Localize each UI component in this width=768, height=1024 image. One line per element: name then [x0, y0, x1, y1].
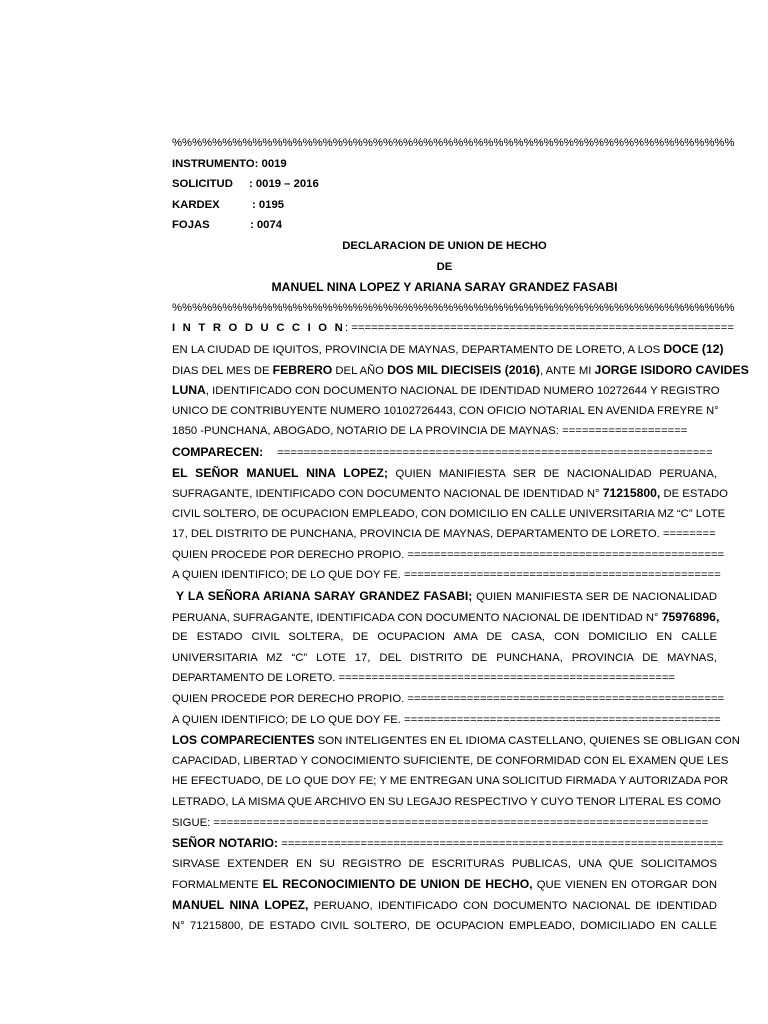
comparecen-heading — [172, 442, 717, 463]
notario-fill: =================================================================== — [278, 838, 724, 851]
bold-span: 71215800, — [602, 486, 661, 501]
intro-line — [172, 339, 724, 360]
text-span: , ANTE MI — [539, 364, 595, 377]
title-line-2: DE — [436, 260, 453, 273]
party-1-line: A QUIEN IDENTIFICO; DE LO QUE DOY FE. ================================================ — [172, 569, 721, 582]
party-2-line: DEPARTAMENTO DE LORETO. =================================================== — [172, 672, 676, 685]
text-span: SON INTELIGENTES EN EL IDIOMA CASTELLANO, QUIENES SE OBLIGAN CON — [314, 735, 740, 748]
party-1-line — [172, 463, 717, 484]
solicitud-value: : 0019 – 2016 — [249, 178, 319, 191]
text-span: PERUANO, IDENTIFICADO CON DOCUMENTO NACIONAL DE IDENTIDAD — [308, 899, 717, 912]
text-span: SUFRAGANTE, IDENTIFICADO CON DOCUMENTO NACIONAL DE IDENTIDAD N° — [172, 488, 603, 501]
text-span: EN LA CIUDAD DE IQUITOS, PROVINCIA DE MAYNAS, DEPARTAMENTO DE LORETO, A LOS — [172, 343, 664, 356]
party-2-line — [172, 607, 720, 628]
title-line-1: DECLARACION DE UNION DE HECHO — [342, 239, 547, 252]
notario-label: SEÑOR NOTARIO: — [172, 836, 279, 851]
party-2-line — [172, 586, 717, 607]
fojas-value: : 0074 — [250, 219, 283, 232]
document-page — [172, 133, 749, 936]
party-2-line: UNIVERSITARIA MZ “C” LOTE 17, DEL DISTRITO DE PUNCHANA, PROVINCIA DE MAYNAS, — [172, 651, 717, 664]
instrumento-line — [172, 154, 717, 175]
text-span: QUE VIENEN EN OTORGAR DON — [532, 879, 717, 892]
intro-line — [172, 380, 720, 401]
text-span: QUIEN MANIFIESTA SER DE NACIONALIDAD — [472, 591, 717, 604]
request-line: N° 71215800, DE ESTADO CIVIL SOLTERO, DE OCUPACION EMPLEADO, DOMICILIADO EN CALLE — [172, 919, 717, 932]
document-title-de — [172, 257, 717, 278]
instrumento-label: INSTRUMENTO: 0019 — [172, 157, 287, 170]
bold-span: DOCE (12) — [663, 341, 724, 356]
comparecientes-line: CAPACIDAD, LIBERTAD Y CONOCIMIENTO SUFICIENTE, DE CONFORMIDAD CON EL EXAMEN QUE LES — [172, 754, 729, 767]
comparecen-fill: ================================================================== — [277, 446, 713, 459]
bold-span: 75976896, — [661, 609, 720, 624]
bold-span: Y LA SEÑORA ARIANA SARAY GRANDEZ FASABI; — [176, 589, 473, 604]
text-span: PERUANA, SUFRAGANTE, IDENTIFICADA CON DOCUMENTO NACIONAL DE IDENTIDAD N° — [172, 611, 662, 624]
separator-line: %%%%%%%%%%%%%%%%%%%%%%%%%%%%%%%%%%%%%%%%%%%%%%%%%%%%%%%% — [172, 137, 735, 149]
notario-heading — [172, 833, 724, 854]
text-span: DIAS DEL MES DE — [172, 364, 273, 377]
fojas-line — [172, 215, 717, 236]
request-line — [172, 874, 717, 895]
solicitud-line — [172, 174, 717, 195]
comparecen-label: COMPARECEN: — [172, 444, 264, 459]
bold-span: LOS COMPARECIENTES — [172, 733, 315, 748]
bold-span: MANUEL NINA LOPEZ, — [172, 897, 309, 912]
intro-label: I N T R O D U C C I O N — [172, 322, 345, 335]
party-2-line: DE ESTADO CIVIL SOLTERA, DE OCUPACION AMA DE CASA, CON DOMICILIO EN CALLE — [172, 631, 717, 644]
separator-line: %%%%%%%%%%%%%%%%%%%%%%%%%%%%%%%%%%%%%%%%%%%%%%%%%%%%%%%% — [172, 301, 735, 314]
party-2-line: QUIEN PROCEDE POR DERECHO PROPIO. ================================================ — [172, 693, 725, 706]
intro-line: UNICO DE CONTRIBUYENTE NUMERO 10102726443, CON OFICIO NOTARIAL EN AVENIDA FREYRE N° — [172, 404, 719, 417]
bold-span: EL RECONOCIMIENTO DE UNION DE HECHO, — [262, 877, 533, 892]
document-title-parties — [172, 277, 717, 298]
intro-line: 1850 -PUNCHANA, ABOGADO, NOTARIO DE LA PROVINCIA DE MAYNAS: =================== — [172, 425, 688, 438]
solicitud-label: SOLICITUD — [172, 178, 233, 191]
party-2-line: A QUIEN IDENTIFICO; DE LO QUE DOY FE. ================================================ — [172, 713, 721, 726]
request-line: SIRVASE EXTENDER EN SU REGISTRO DE ESCRITURAS PUBLICAS, UNA QUE SOLICITAMOS — [172, 857, 717, 870]
text-span: QUIEN MANIFIESTA SER DE NACIONALIDAD PERUANA, — [387, 467, 718, 480]
document-title — [172, 236, 717, 257]
comparecientes-line: SIGUE: =========================================================================== — [172, 816, 709, 829]
bold-span: FEBRERO — [272, 362, 333, 377]
intro-heading — [172, 318, 734, 339]
bold-span: DOS MIL DIECISEIS (2016) — [387, 362, 540, 377]
bold-span: JORGE ISIDORO CAVIDES — [594, 362, 749, 377]
party-1-line: CIVIL SOLTERO, DE OCUPACION EMPLEADO, CON DOMICILIO EN CALLE UNIVERSITARIA MZ “C” LOTE — [172, 507, 726, 520]
party-1-line — [172, 483, 728, 504]
comparecientes-line — [172, 730, 740, 751]
fojas-label: FOJAS — [172, 219, 210, 232]
bold-span: LUNA — [172, 383, 206, 398]
text-span: FORMALMENTE — [172, 879, 263, 892]
bold-span: EL SEÑOR MANUEL NINA LOPEZ; — [172, 465, 388, 480]
text-span: DEL AÑO — [332, 364, 388, 377]
party-1-line: 17, DEL DISTRITO DE PUNCHANA, PROVINCIA DE MAYNAS, DEPARTAMENTO DE LORETO. ======== — [172, 528, 716, 541]
text-span: , IDENTIFICADO CON DOCUMENTO NACIONAL DE IDENTIDAD NUMERO 10272644 Y REGISTRO — [205, 385, 720, 398]
title-line-3: MANUEL NINA LOPEZ Y ARIANA SARAY GRANDEZ FASABI — [271, 280, 618, 295]
kardex-line — [172, 195, 717, 216]
comparecientes-line: HE EFECTUADO, DE LO QUE DOY FE; Y ME ENTREGAN UNA SOLICITUD FIRMADA Y AUTORIZADA POR — [172, 775, 729, 788]
party-1-line: QUIEN PROCEDE POR DERECHO PROPIO. ================================================ — [172, 548, 725, 561]
comparecientes-line: LETRADO, LA MISMA QUE ARCHIVO EN SU LEGAJO RESPECTIVO Y CUYO TENOR LITERAL ES COMO — [172, 796, 721, 808]
kardex-value: : 0195 — [252, 198, 285, 211]
request-line — [172, 895, 717, 916]
intro-line — [172, 360, 749, 381]
kardex-label: KARDEX — [172, 198, 220, 211]
text-span: DE ESTADO — [660, 488, 728, 501]
intro-fill: : ========================================================== — [345, 322, 734, 335]
